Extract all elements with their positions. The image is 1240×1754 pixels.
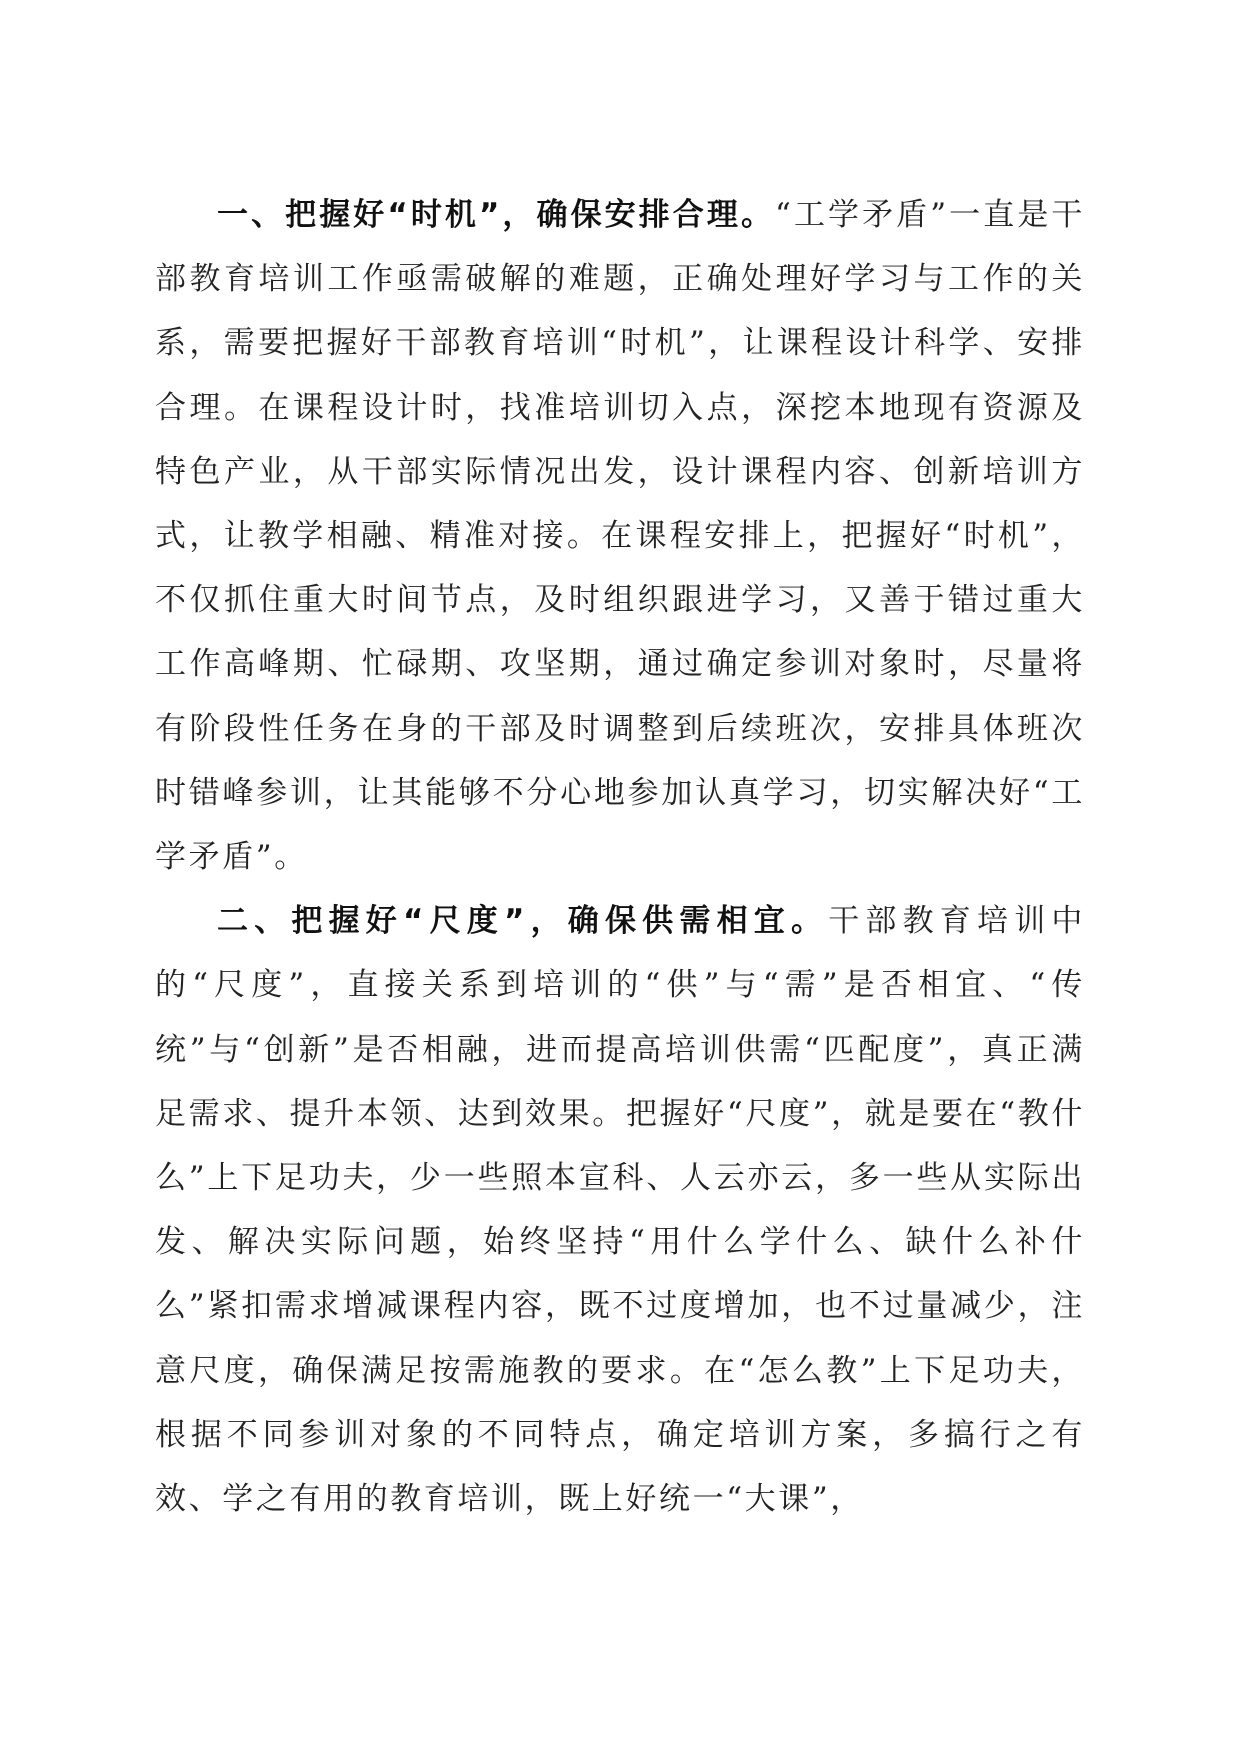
section-body-2: 干部教育培训中的“尺度”，直接关系到培训的“供”与“需”是否相宜、“传统”与“创新”是否相融，进而提高培训供需“匹配度”，真正满足需求、提升本领、达到效果。把握好“尺度”，就是要在“教什么”上下足功夫，少一些照本宣科、人云亦云，多一些从实际出发、解决实际问题，始终坚持“用什么学什么、缺什么补什么”紧扣需求增减课程内容，既不过度增加，也不过量减少，注意尺度，确保满足按需施教的要求。在“怎么教”上下足功夫，根据不同参训对象的不同特点，确定培训方案，多搞行之有效、学之有用的教育培训，既上好统一“大课”，	[155, 903, 1086, 1518]
document-body	[155, 183, 1085, 1531]
section-heading-2: 二、把握好“尺度”，确保供需相宜。	[217, 903, 829, 940]
section-body-1: “工学矛盾”一直是干部教育培训工作亟需破解的难题，正确处理好学习与工作的关系，需要把握好干部教育培训“时机”，让课程设计科学、安排合理。在课程设计时，找准培训切入点，深挖本地现有资源及特色产业，从干部实际情况出发，设计课程内容、创新培训方式，让教学相融、精准对接。在课程安排上，把握好“时机”，不仅抓住重大时间节点，及时组织跟进学习，又善于错过重大工作高峰期、忙碌期、攻坚期，通过确定参训对象时，尽量将有阶段性任务在身的干部及时调整到后续班次，安排具体班次时错峰参训，让其能够不分心地参加认真学习，切实解决好“工学矛盾”。	[155, 197, 1085, 876]
section-heading-1: 一、把握好“时机”，确保安排合理。	[217, 197, 776, 233]
section-paragraph-2	[155, 889, 1085, 1531]
section-paragraph-1	[155, 183, 1085, 889]
